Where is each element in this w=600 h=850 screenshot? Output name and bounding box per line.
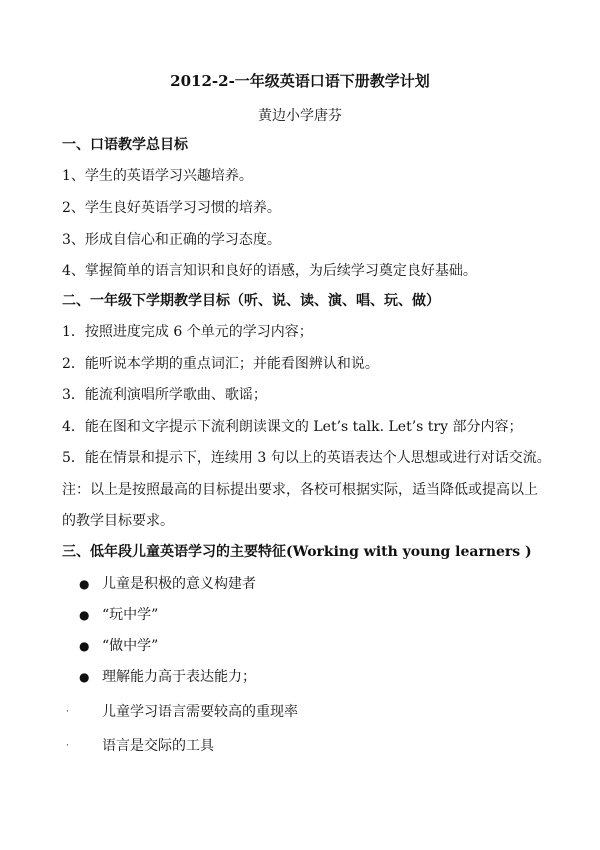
bullet-icon: ● [79,670,90,684]
dot-icon: · [66,741,69,751]
section2-note-line-1: 注：以上是按照最高的目标提出要求，各校可根据实际，适当降低或提高以上 [62,482,538,498]
document-title: 2012-2-一年级英语口语下册教学计划 [170,72,430,90]
dot-icon: · [66,707,69,717]
section2-item-4: 4．能在图和文字提示下流利朗读课文的 Let’s talk. Let’s try 部分内容； [62,419,523,435]
bullet-icon: ● [79,639,90,653]
section2-item-1: 1．按照进度完成 6 个单元的学习内容； [62,324,313,340]
bullet-text: 儿童学习语言需要较高的重现率 [102,704,298,720]
bullet-icon: ● [79,608,90,622]
bullet-text: “做中学” [102,638,159,654]
section1-item-4: 4、掌握简单的语言知识和良好的语感，为后续学习奠定良好基础。 [62,263,477,279]
bullet-icon: ● [79,577,90,591]
bullet-text: 理解能力高于表达能力； [102,669,256,685]
section1-item-1: 1、学生的英语学习兴趣培养。 [62,168,253,184]
bullet-text: “玩中学” [102,607,159,623]
document-author: 黄边小学唐芬 [258,108,342,124]
section1-item-3: 3、形成自信心和正确的学习态度。 [62,232,281,248]
section1-heading: 一、口语教学总目标 [62,137,188,153]
section3-heading: 三、低年段儿童英语学习的主要特征(Working with young learners ) [62,544,532,560]
bullet-text: 语言是交际的工具 [102,738,214,754]
bullet-text: 儿童是积极的意义构建者 [102,576,256,592]
section2-heading: 二、一年级下学期教学目标（听、说、读、演、唱、玩、做） [62,293,440,309]
section2-note-line-2: 的教学目标要求。 [62,513,174,529]
section2-item-3: 3．能流利演唱所学歌曲、歌谣； [62,387,267,403]
section2-item-2: 2．能听说本学期的重点词汇；并能看图辨认和说。 [62,356,379,372]
section1-item-2: 2、学生良好英语学习习惯的培养。 [62,200,281,216]
section2-item-5: 5．能在情景和提示下，连续用 3 句以上的英语表达个人思想或进行对话交流。 [62,450,551,466]
